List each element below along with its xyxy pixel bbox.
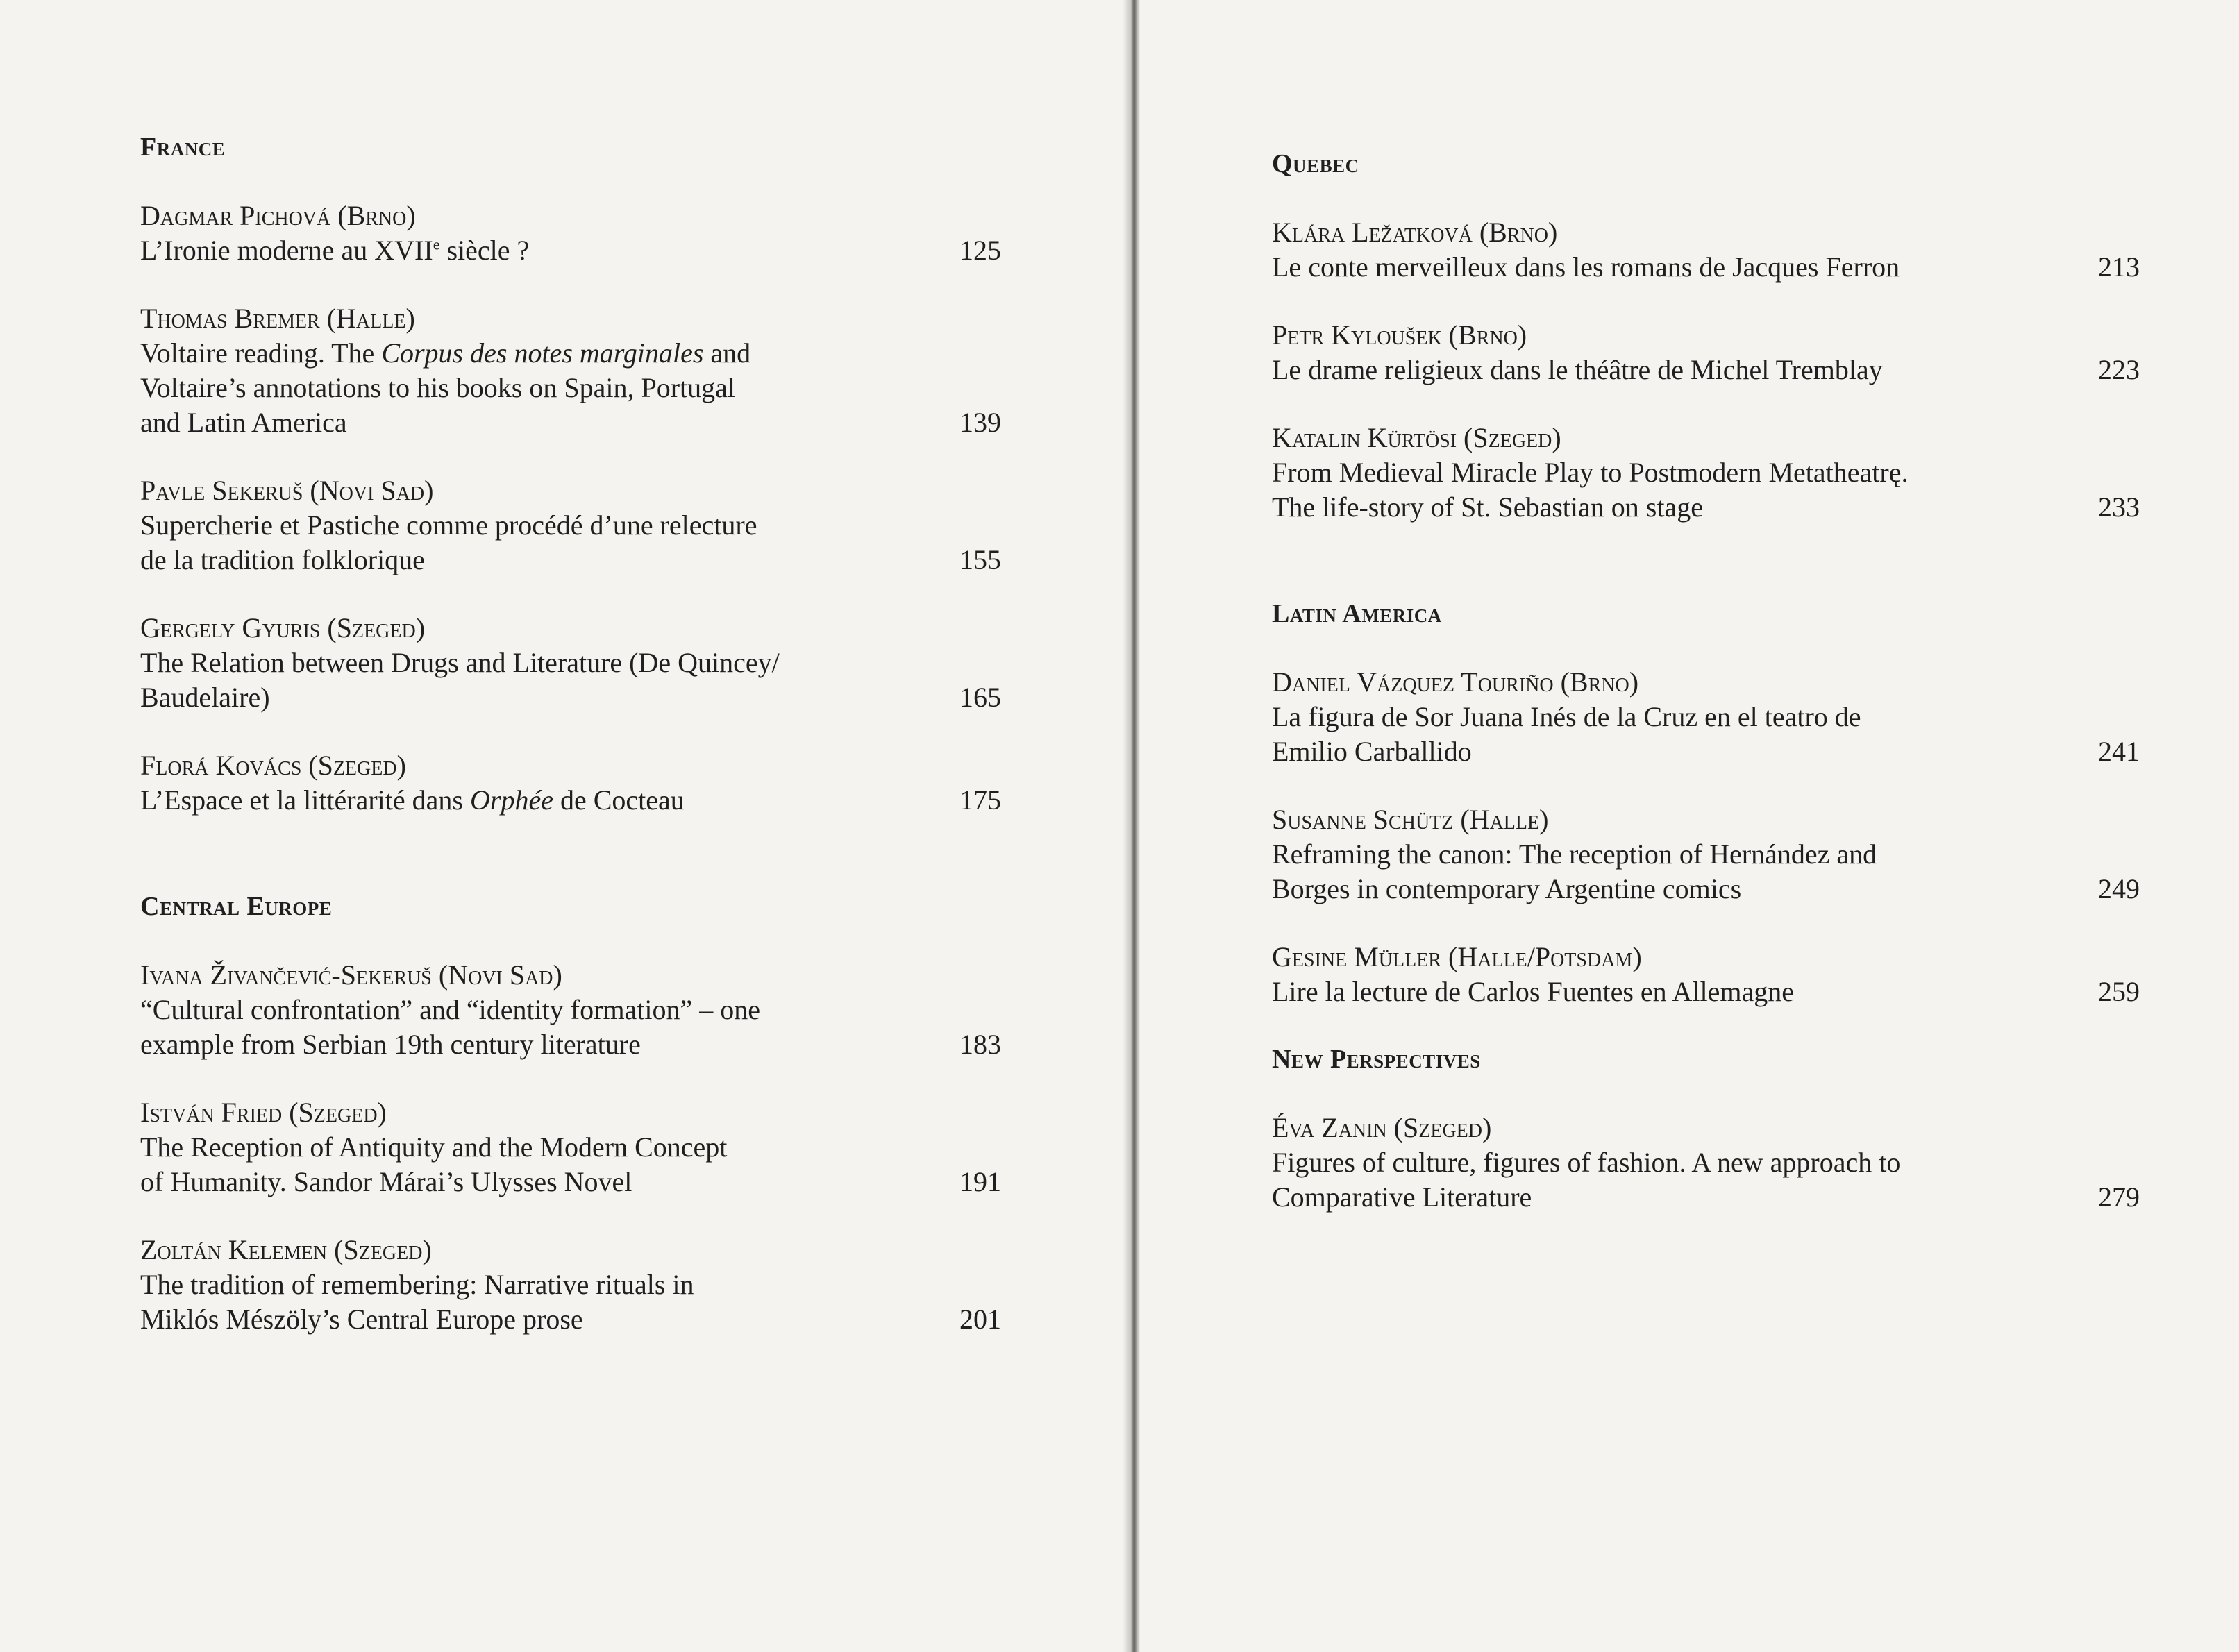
- entry-title: L’Ironie moderne au XVIIe siècle ?: [140, 235, 530, 266]
- section-heading-france: France: [140, 133, 226, 162]
- section-heading-central-europe: Central Europe: [140, 892, 333, 921]
- entry-author: Susanne Schütz (Halle): [1272, 804, 1549, 835]
- entry-title: La figura de Sor Juana Inés de la Cruz en el teatro de: [1272, 701, 1861, 732]
- entry-page-number: 191: [959, 1166, 1001, 1197]
- entry-title: The life-story of St. Sebastian on stage: [1272, 491, 1703, 523]
- section-heading-quebec: Quebec: [1272, 149, 1359, 178]
- toc-entry[interactable]: [140, 199, 1001, 268]
- entry-title: Baudelaire): [140, 682, 270, 713]
- entry-page-number: 233: [2098, 491, 2140, 523]
- section-spacer: [1272, 558, 2140, 597]
- entry-title: Figures of culture, figures of fashion. A new approach to: [1272, 1147, 1901, 1178]
- right-toc-column: [1272, 147, 2140, 1248]
- left-toc-column: [140, 130, 1001, 1370]
- section-spacer: [140, 851, 1001, 890]
- entry-page-number: 175: [959, 784, 1001, 816]
- entry-page-number: 125: [959, 235, 1001, 266]
- entry-author: Gergely Gyuris (Szeged): [140, 612, 426, 643]
- entry-title: Voltaire reading. The Corpus des notes marginales and: [140, 337, 751, 369]
- toc-entry[interactable]: [1272, 1111, 2140, 1215]
- entry-author: Éva Zanin (Szeged): [1272, 1112, 1492, 1143]
- entry-title: Le conte merveilleux dans les romans de Jacques Ferron: [1272, 251, 1900, 283]
- entry-author: Florá Kovács (Szeged): [140, 750, 406, 781]
- entry-page-number: 165: [959, 682, 1001, 713]
- entry-page-number: 279: [2098, 1181, 2140, 1213]
- entry-page-number: 155: [959, 544, 1001, 575]
- toc-entry[interactable]: [1272, 802, 2140, 907]
- entry-title: example from Serbian 19th century literature: [140, 1029, 641, 1060]
- entry-author: Zoltán Kelemen (Szeged): [140, 1234, 432, 1265]
- toc-entry[interactable]: [140, 958, 1001, 1062]
- entry-title: From Medieval Miracle Play to Postmodern Metatheatrę.: [1272, 457, 1909, 488]
- section-heading-new-perspectives: New Perspectives: [1272, 1045, 1481, 1074]
- entry-title: Borges in contemporary Argentine comics: [1272, 873, 1742, 904]
- entry-page-number: 249: [2098, 873, 2140, 904]
- entry-title: Comparative Literature: [1272, 1181, 1532, 1213]
- entry-author: Daniel Vázquez Touriño (Brno): [1272, 666, 1639, 698]
- entry-page-number: 241: [2098, 736, 2140, 767]
- entry-title: The Relation between Drugs and Literature (De Quincey/: [140, 647, 780, 678]
- entry-author: István Fried (Szeged): [140, 1097, 387, 1128]
- entry-title: Reframing the canon: The reception of Hernández and: [1272, 838, 1877, 870]
- entry-title: Lire la lecture de Carlos Fuentes en Allemagne: [1272, 976, 1794, 1007]
- book-gutter: [1123, 0, 1140, 1652]
- entry-author: Petr Kyloušek (Brno): [1272, 319, 1527, 351]
- entry-page-number: 213: [2098, 251, 2140, 283]
- toc-entry[interactable]: [140, 301, 1001, 440]
- toc-entry[interactable]: [140, 748, 1001, 818]
- entry-title: Miklós Mészöly’s Central Europe prose: [140, 1304, 583, 1335]
- entry-author: Ivana Živančević-Sekeruš (Novi Sad): [140, 959, 562, 991]
- section-heading-latin-america: Latin America: [1272, 599, 1442, 628]
- toc-entry[interactable]: [1272, 215, 2140, 285]
- entry-title: Emilio Carballido: [1272, 736, 1472, 767]
- entry-page-number: 139: [959, 407, 1001, 438]
- entry-author: Klára Ležatková (Brno): [1272, 217, 1558, 248]
- entry-title: Voltaire’s annotations to his books on Spain, Portugal: [140, 372, 736, 403]
- entry-author: Thomas Bremer (Halle): [140, 303, 415, 334]
- entry-title: of Humanity. Sandor Márai’s Ulysses Novel: [140, 1166, 632, 1197]
- toc-entry[interactable]: [140, 1233, 1001, 1337]
- toc-entry[interactable]: [1272, 665, 2140, 769]
- entry-title: The Reception of Antiquity and the Modern Concept: [140, 1131, 728, 1163]
- entry-page-number: 201: [959, 1304, 1001, 1335]
- entry-title: L’Espace et la littérarité dans Orphée de Cocteau: [140, 784, 685, 816]
- entry-page-number: 183: [959, 1029, 1001, 1060]
- entry-title: and Latin America: [140, 407, 347, 438]
- entry-author: Gesine Müller (Halle/Potsdam): [1272, 941, 1642, 972]
- entry-title: de la tradition folklorique: [140, 544, 425, 575]
- toc-entry[interactable]: [1272, 421, 2140, 525]
- toc-entry[interactable]: [1272, 318, 2140, 387]
- entry-author: Pavle Sekeruš (Novi Sad): [140, 475, 434, 506]
- entry-author: Katalin Kürtösi (Szeged): [1272, 422, 1561, 453]
- entry-page-number: 223: [2098, 354, 2140, 385]
- toc-entry[interactable]: [140, 473, 1001, 578]
- entry-page-number: 259: [2098, 976, 2140, 1007]
- entry-title: The tradition of remembering: Narrative rituals in: [140, 1269, 694, 1300]
- entry-title: “Cultural confrontation” and “identity formation” – one: [140, 994, 761, 1025]
- entry-title: Supercherie et Pastiche comme procédé d’une relecture: [140, 509, 757, 541]
- toc-entry[interactable]: [140, 611, 1001, 715]
- entry-author: Dagmar Pichová (Brno): [140, 200, 416, 231]
- entry-title: Le drame religieux dans le théâtre de Michel Tremblay: [1272, 354, 1883, 385]
- toc-entry[interactable]: [140, 1095, 1001, 1199]
- toc-entry[interactable]: [1272, 940, 2140, 1009]
